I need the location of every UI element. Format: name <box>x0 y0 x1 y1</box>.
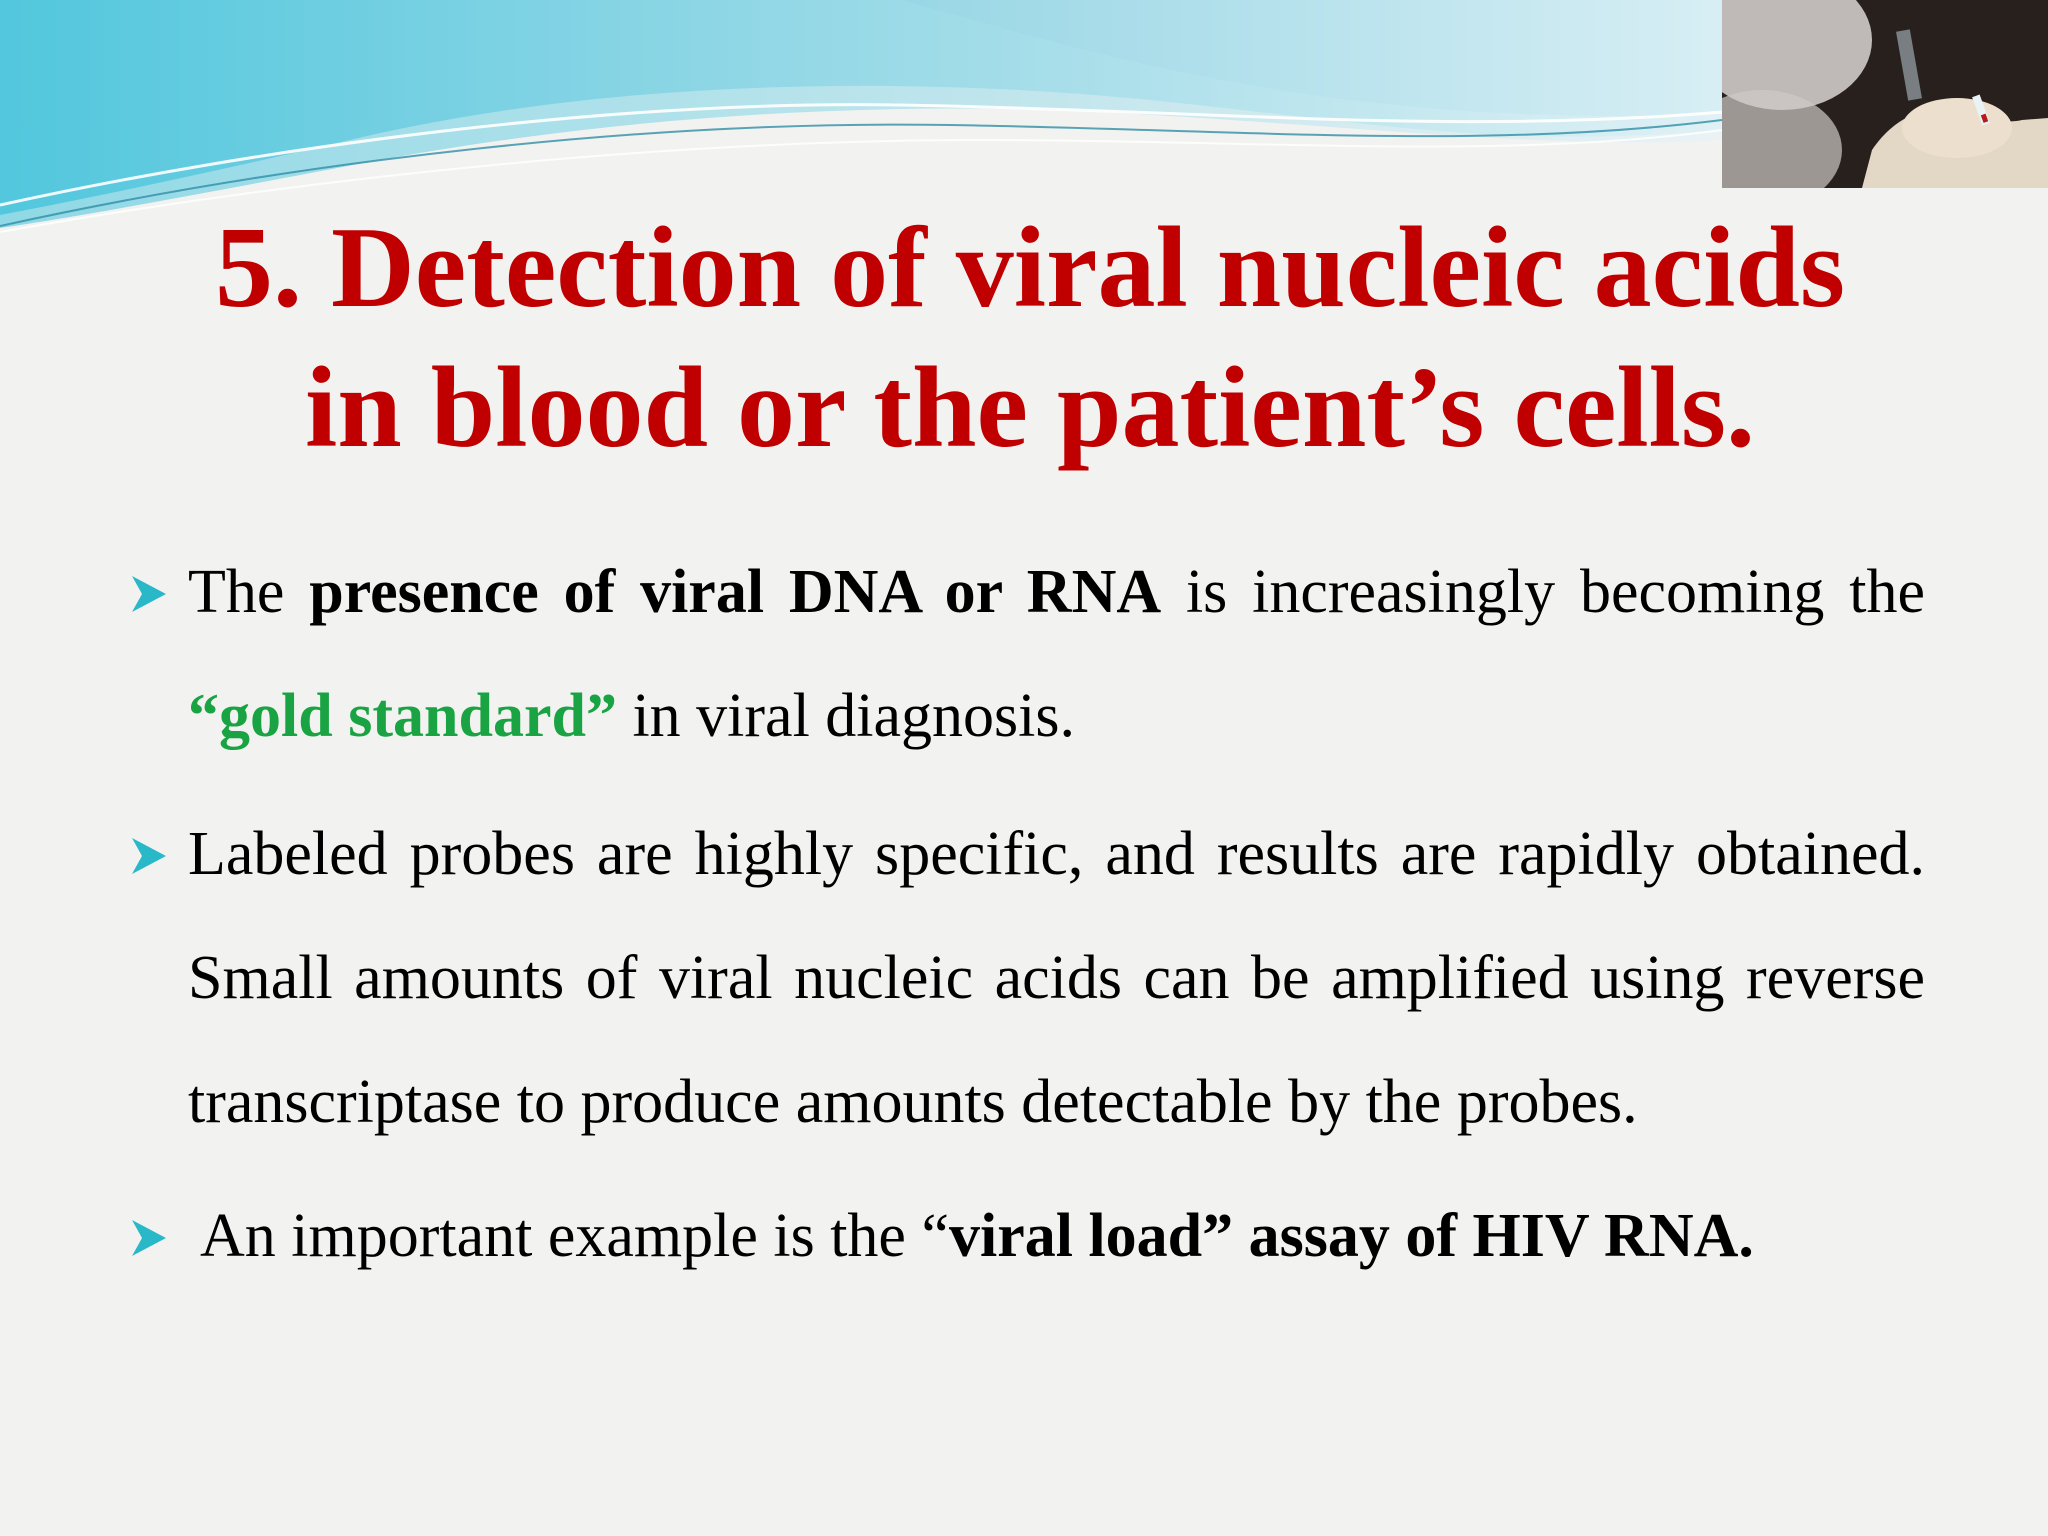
title-line-2: in blood or the patient’s cells. <box>304 344 1756 472</box>
bullet-text-segment: An important example is the “ <box>200 1202 949 1270</box>
title-line-1: 5. Detection of viral nucleic acids <box>214 204 1846 332</box>
bullet-text <box>188 530 1925 778</box>
bullet-item <box>130 792 1925 1164</box>
bullet-item <box>130 1174 1925 1298</box>
bullet-text-segment: is increasingly becoming the <box>1161 558 1925 626</box>
bullet-emphasis: presence of viral DNA or RNA <box>309 558 1162 626</box>
bullet-text: Labeled probes are highly specific, and results are rapidly obtained. Small amounts of viral nucleic acids can be amplified using reverse transcriptase to produce amounts detectable by the probes. <box>188 820 1925 1136</box>
bullet-list <box>130 530 1925 1298</box>
arrow-bullet-icon <box>130 1218 168 1258</box>
bullet-text-segment: in viral diagnosis. <box>616 682 1076 750</box>
slide-title <box>120 198 1940 478</box>
arrow-bullet-icon <box>130 574 168 614</box>
gold-standard-highlight: “gold standard” <box>188 682 617 750</box>
bullet-text-segment: The <box>188 558 310 626</box>
bullet-item <box>130 530 1925 778</box>
arrow-bullet-icon <box>130 836 168 876</box>
lab-technician-photo <box>1722 0 2048 188</box>
bullet-emphasis: viral load” assay of HIV RNA. <box>948 1202 1754 1270</box>
bullet-text <box>200 1174 1925 1298</box>
